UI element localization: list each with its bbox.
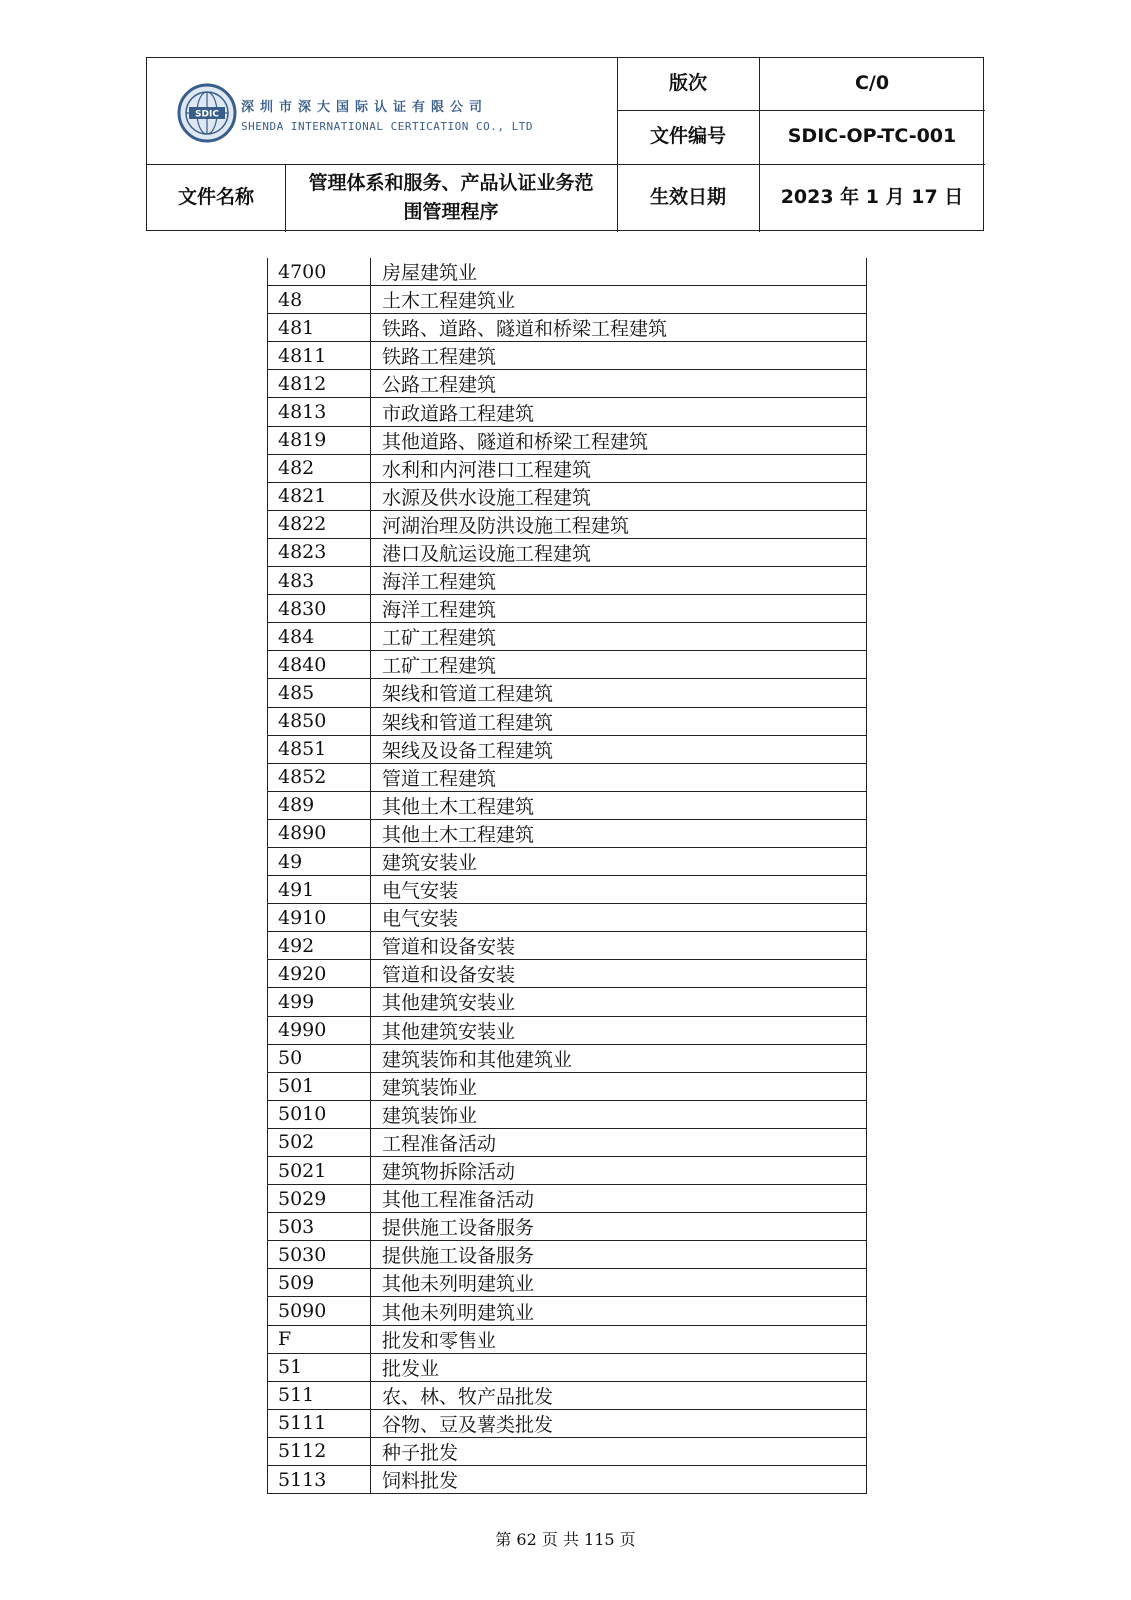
industry-code: 489: [268, 792, 371, 819]
industry-code: 4830: [268, 595, 371, 622]
industry-code: 50: [268, 1045, 371, 1072]
industry-code: 4910: [268, 904, 371, 931]
industry-name: 铁路、道路、隧道和桥梁工程建筑: [382, 318, 668, 341]
table-row: [268, 427, 866, 455]
industry-name: 水利和内河港口工程建筑: [382, 458, 592, 481]
table-row: [268, 258, 866, 286]
industry-name: 其他土木工程建筑: [382, 823, 535, 846]
table-row: [268, 595, 866, 623]
industry-code: 4890: [268, 820, 371, 847]
table-row: [268, 820, 866, 848]
industry-code: 5030: [268, 1241, 371, 1268]
table-row: [268, 1241, 866, 1269]
version-value: C/0: [854, 72, 890, 95]
file-name-line-1: 管理体系和服务、产品认证业务范: [308, 171, 594, 194]
industry-code: 4851: [268, 736, 371, 763]
industry-code: 511: [268, 1382, 371, 1409]
industry-code: 5090: [268, 1297, 371, 1324]
table-row: [268, 848, 866, 876]
industry-name: 架线和管道工程建筑: [382, 711, 554, 734]
industry-name: 架线及设备工程建筑: [382, 739, 554, 762]
industry-code: 4823: [268, 539, 371, 566]
industry-code: 4700: [268, 258, 371, 285]
company-name-en: SHENDA INTERNATIONAL CERTICATION CO., LTD: [241, 120, 534, 133]
industry-code: 483: [268, 567, 371, 594]
table-row: [268, 988, 866, 1016]
industry-code: 5029: [268, 1185, 371, 1212]
table-row: [268, 876, 866, 904]
industry-code: 51: [268, 1354, 371, 1381]
industry-code: 4852: [268, 764, 371, 791]
industry-code: 5021: [268, 1157, 371, 1184]
industry-name: 海洋工程建筑: [382, 571, 497, 594]
table-row: [268, 1073, 866, 1101]
industry-name: 电气安装: [382, 880, 459, 903]
file-name-value: [285, 164, 617, 232]
industry-name: 铁路工程建筑: [382, 346, 497, 369]
industry-name: 其他未列明建筑业: [382, 1273, 535, 1296]
industry-code: 48: [268, 286, 371, 313]
industry-code: 485: [268, 679, 371, 706]
table-row: [268, 932, 866, 960]
industry-code: 5010: [268, 1101, 371, 1128]
table-row: [268, 1354, 866, 1382]
industry-code: 4821: [268, 483, 371, 510]
industry-code: 482: [268, 455, 371, 482]
industry-name: 谷物、豆及薯类批发: [382, 1413, 554, 1436]
industry-name: 河湖治理及防洪设施工程建筑: [382, 514, 630, 537]
industry-name: 房屋建筑业: [382, 262, 478, 285]
industry-name: 工矿工程建筑: [382, 655, 497, 678]
table-row: [268, 679, 866, 707]
table-row: [268, 960, 866, 988]
industry-name: 管道和设备安装: [382, 964, 516, 987]
industry-code: 49: [268, 848, 371, 875]
industry-code: 4819: [268, 427, 371, 454]
file-name-label: 文件名称: [177, 186, 254, 209]
table-row: [268, 1269, 866, 1297]
industry-code: F: [268, 1326, 371, 1353]
table-row: [268, 1326, 866, 1354]
industry-name: 土木工程建筑业: [382, 290, 516, 313]
doc-no-label: 文件编号: [649, 125, 726, 148]
industry-code: 481: [268, 314, 371, 341]
industry-code: 4811: [268, 342, 371, 369]
table-row: [268, 370, 866, 398]
industry-name: 建筑装饰业: [382, 1104, 478, 1127]
industry-name: 饲料批发: [382, 1470, 459, 1493]
doc-no-value: SDIC-OP-TC-001: [787, 125, 957, 148]
industry-name: 电气安装: [382, 908, 459, 931]
industry-name: 建筑安装业: [382, 852, 478, 875]
table-row: [268, 398, 866, 426]
industry-name: 种子批发: [382, 1441, 459, 1464]
industry-code: 4920: [268, 960, 371, 987]
table-row: [268, 511, 866, 539]
industry-name: 市政道路工程建筑: [382, 402, 535, 425]
industry-code: 4850: [268, 708, 371, 735]
industry-code: 4990: [268, 1017, 371, 1044]
table-row: [268, 286, 866, 314]
effective-date-label: 生效日期: [649, 186, 726, 209]
table-row: [268, 314, 866, 342]
industry-name: 其他工程准备活动: [382, 1189, 535, 1212]
industry-classification-table: [267, 258, 867, 1494]
table-row: [268, 1213, 866, 1241]
industry-code: 5111: [268, 1410, 371, 1437]
table-row: [268, 736, 866, 764]
industry-code: 4840: [268, 651, 371, 678]
company-logo-icon: [177, 81, 237, 145]
table-row: [268, 567, 866, 595]
industry-code: 4812: [268, 370, 371, 397]
industry-code: 499: [268, 988, 371, 1015]
industry-name: 建筑装饰业: [382, 1076, 478, 1099]
page-number: 第 62 页 共 115 页: [495, 1530, 636, 1549]
table-row: [268, 1045, 866, 1073]
table-row: [268, 708, 866, 736]
document-header: [146, 57, 984, 231]
industry-code: 5112: [268, 1438, 371, 1465]
industry-name: 港口及航运设施工程建筑: [382, 542, 592, 565]
effective-date-value: 2023 年 1 月 17 日: [780, 186, 964, 209]
company-name-cn: 深圳市深大国际认证有限公司: [241, 100, 489, 115]
industry-name: 批发和零售业: [382, 1329, 497, 1352]
table-row: [268, 342, 866, 370]
industry-name: 建筑装饰和其他建筑业: [382, 1048, 573, 1071]
table-row: [268, 764, 866, 792]
industry-code: 501: [268, 1073, 371, 1100]
industry-name: 工程准备活动: [382, 1132, 497, 1155]
industry-code: 509: [268, 1269, 371, 1296]
industry-code: 4813: [268, 398, 371, 425]
industry-name: 其他建筑安装业: [382, 1020, 516, 1043]
industry-name: 管道工程建筑: [382, 767, 497, 790]
industry-name: 其他未列明建筑业: [382, 1301, 535, 1324]
industry-name: 工矿工程建筑: [382, 627, 497, 650]
industry-code: 4822: [268, 511, 371, 538]
table-row: [268, 792, 866, 820]
logo-text: SDIC: [195, 109, 219, 120]
industry-code: 502: [268, 1129, 371, 1156]
table-row: [268, 1297, 866, 1325]
industry-name: 架线和管道工程建筑: [382, 683, 554, 706]
industry-code: 484: [268, 623, 371, 650]
industry-code: 5113: [268, 1466, 371, 1493]
industry-name: 其他建筑安装业: [382, 992, 516, 1015]
industry-name: 其他道路、隧道和桥梁工程建筑: [382, 430, 649, 453]
industry-name: 提供施工设备服务: [382, 1217, 535, 1240]
table-row: [268, 1438, 866, 1466]
table-row: [268, 1466, 866, 1494]
table-row: [268, 1157, 866, 1185]
industry-name: 批发业: [382, 1357, 440, 1380]
industry-name: 水源及供水设施工程建筑: [382, 486, 592, 509]
table-row: [268, 1410, 866, 1438]
industry-code: 492: [268, 932, 371, 959]
version-label: 版次: [668, 72, 707, 95]
table-row: [268, 623, 866, 651]
industry-name: 建筑物拆除活动: [382, 1161, 516, 1184]
industry-code: 491: [268, 876, 371, 903]
industry-code: 503: [268, 1213, 371, 1240]
table-row: [268, 1185, 866, 1213]
table-row: [268, 539, 866, 567]
table-row: [268, 455, 866, 483]
table-row: [268, 483, 866, 511]
table-row: [268, 651, 866, 679]
industry-name: 其他土木工程建筑: [382, 795, 535, 818]
file-name-line-2: 围管理程序: [403, 201, 499, 223]
table-row: [268, 904, 866, 932]
industry-name: 农、林、牧产品批发: [382, 1385, 554, 1408]
industry-name: 公路工程建筑: [382, 374, 497, 397]
industry-name: 管道和设备安装: [382, 936, 516, 959]
table-row: [268, 1101, 866, 1129]
table-row: [268, 1129, 866, 1157]
industry-name: 海洋工程建筑: [382, 599, 497, 622]
table-row: [268, 1017, 866, 1045]
industry-name: 提供施工设备服务: [382, 1245, 535, 1268]
table-row: [268, 1382, 866, 1410]
